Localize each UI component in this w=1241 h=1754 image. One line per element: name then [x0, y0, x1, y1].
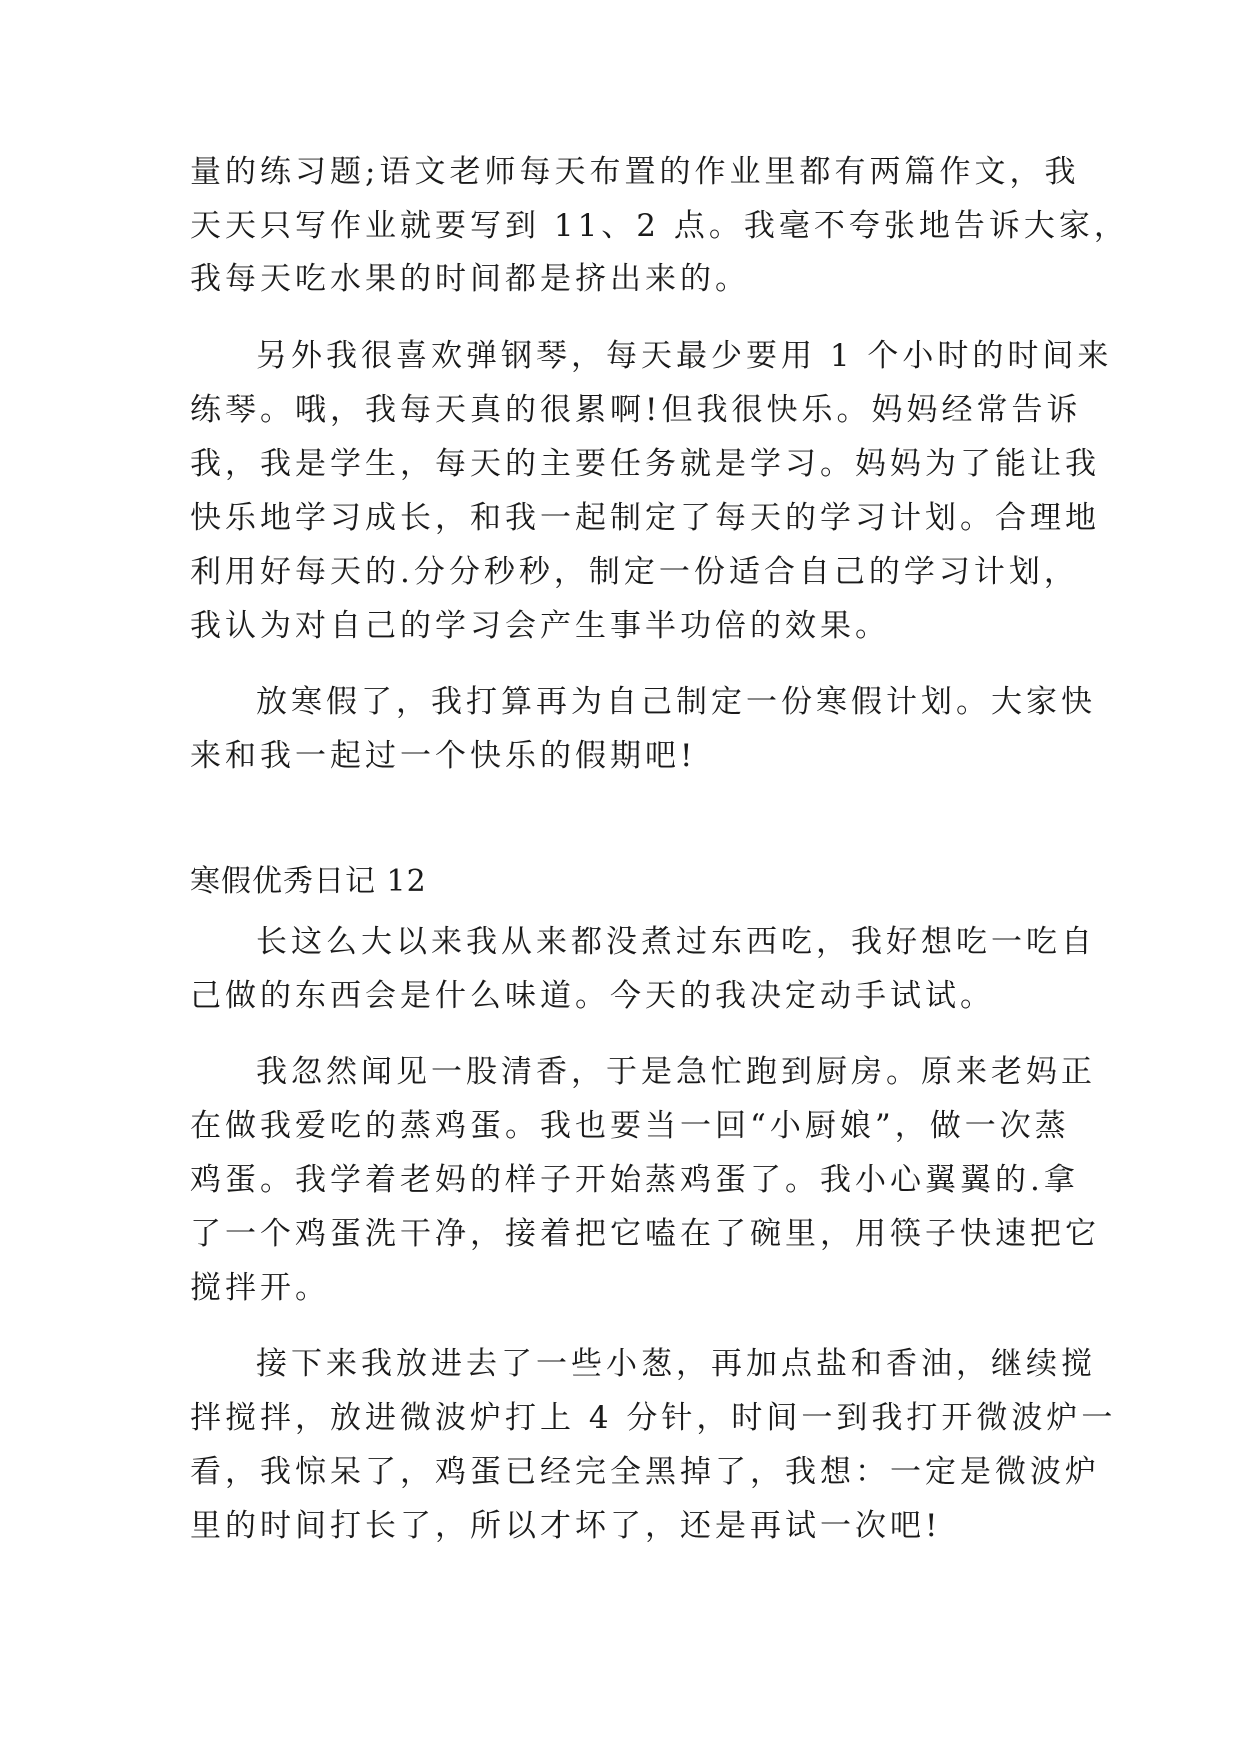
text-line: 量的练习题;语文老师每天布置的作业里都有两篇作文，我: [190, 154, 1080, 190]
text-line: 里的时间打长了，所以才坏了，还是再试一次吧!: [190, 1508, 942, 1544]
text-line: 我忽然闻见一股清香，于是急忙跑到厨房。原来老妈正: [256, 1054, 1096, 1090]
text-line: 看，我惊呆了，鸡蛋已经完全黑掉了，我想：一定是微波炉: [190, 1454, 1100, 1490]
text-line: 己做的东西会是什么味道。今天的我决定动手试试。: [190, 978, 995, 1014]
text-line: 搅拌开。: [190, 1270, 330, 1306]
text-line: 快乐地学习成长，和我一起制定了每天的学习计划。合理地: [190, 500, 1100, 536]
text-line: 天天只写作业就要写到 11、2 点。我毫不夸张地告诉大家，: [190, 208, 1129, 244]
text-line: 了一个鸡蛋洗干净，接着把它嗑在了碗里，用筷子快速把它: [190, 1216, 1100, 1252]
text-line: 拌搅拌，放进微波炉打上 4 分针，时间一到我打开微波炉一: [190, 1400, 1117, 1436]
text-line: 鸡蛋。我学着老妈的样子开始蒸鸡蛋了。我小心翼翼的.拿: [190, 1162, 1079, 1198]
text-line: 我认为对自己的学习会产生事半功倍的效果。: [190, 608, 890, 644]
text-line: 长这么大以来我从来都没煮过东西吃，我好想吃一吃自: [256, 924, 1096, 960]
text-line: 接下来我放进去了一些小葱，再加点盐和香油，继续搅: [256, 1346, 1096, 1382]
text-line: 利用好每天的.分分秒秒，制定一份适合自己的学习计划，: [190, 554, 1079, 590]
text-line: 另外我很喜欢弹钢琴，每天最少要用 1 个小时的时间来: [256, 338, 1113, 374]
text-line: 我，我是学生，每天的主要任务就是学习。妈妈为了能让我: [190, 446, 1100, 482]
text-line: 放寒假了，我打算再为自己制定一份寒假计划。大家快: [256, 684, 1096, 720]
text-line: 在做我爱吃的蒸鸡蛋。我也要当一回“小厨娘”，做一次蒸: [190, 1108, 1070, 1144]
text-line: 练琴。哦，我每天真的很累啊!但我很快乐。妈妈经常告诉: [190, 392, 1082, 428]
text-line: 来和我一起过一个快乐的假期吧!: [190, 738, 697, 774]
text-line: 我每天吃水果的时间都是挤出来的。: [190, 261, 750, 297]
section-heading: 寒假优秀日记 12: [190, 864, 427, 899]
